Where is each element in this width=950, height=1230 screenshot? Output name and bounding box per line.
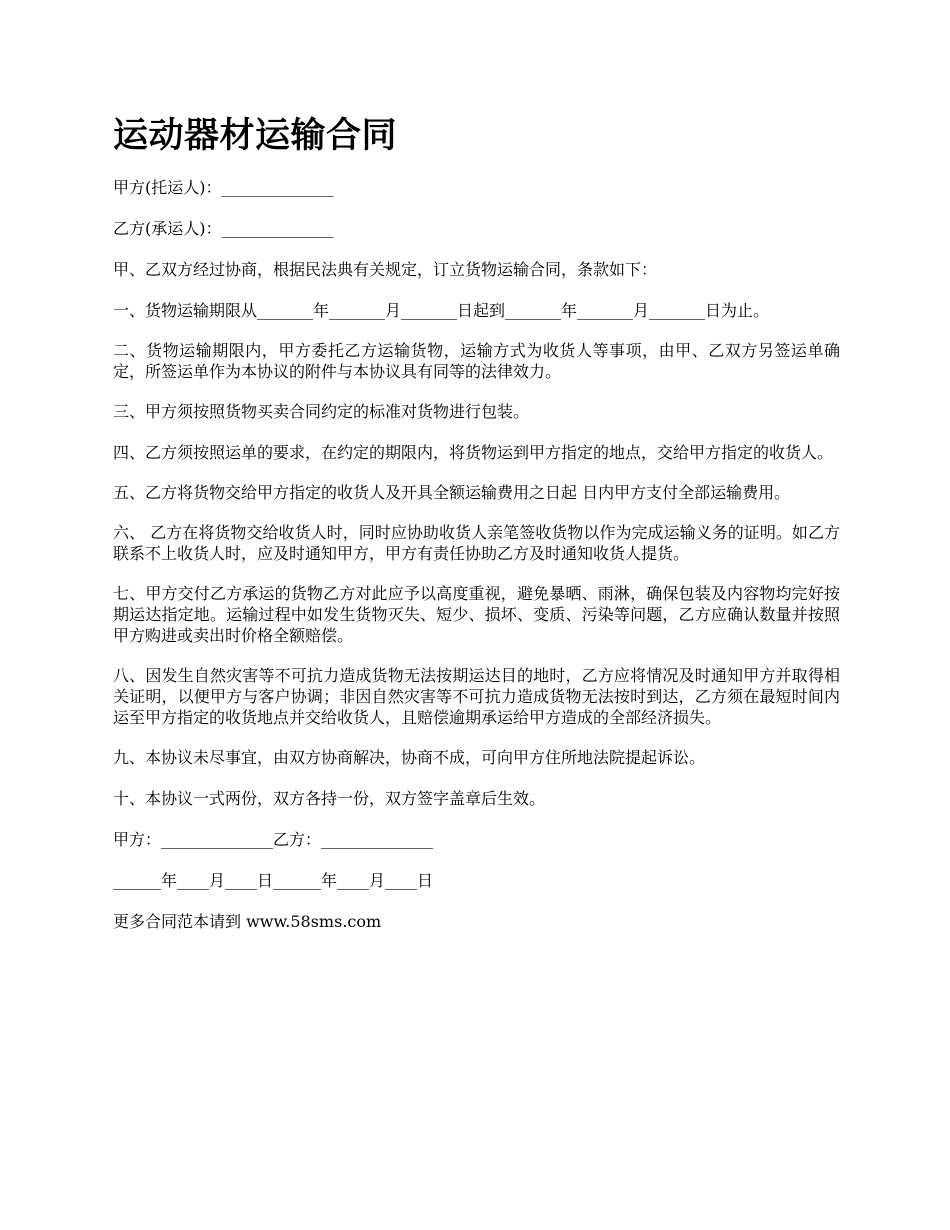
date-line: ______年____月____日______年____月____日 (113, 871, 434, 890)
party-a-line: 甲方(托运人)：______________ (113, 178, 334, 197)
clause-7: 七、甲方交付乙方承运的货物乙方对此应予以高度重视，避免暴晒、雨淋，确保包装及内容物均完好按期运达指定地。运输过程中如发生货物灭失、短少、损坏、变质、污染等问题，乙方应确认数量并按照甲方购进或卖出时价格全额赔偿。 (113, 584, 840, 645)
clause-9: 九、本协议未尽事宜，由双方协商解决，协商不成，可向甲方住所地法院提起诉讼。 (113, 748, 706, 767)
signature-line: 甲方：______________乙方：______________ (113, 830, 434, 849)
party-b-line: 乙方(承运人)：______________ (113, 219, 334, 238)
clause-8: 八、因发生自然灾害等不可抗力造成货物无法按期运达目的地时，乙方应将情况及时通知甲方并取得相关证明，以便甲方与客户协调；非因自然灾害等不可抗力造成货物无法按时到达，乙方须在最短时间内运至甲方指定的收货地点并交给收货人，且赔偿逾期承运给甲方造成的全部经济损失。 (113, 666, 840, 727)
clause-1: 一、货物运输期限从_______年_______月_______日起到_______年_______月_______日为止。 (113, 301, 770, 320)
document-title: 运动器材运输合同 (113, 116, 398, 156)
clause-2: 二、货物运输期限内，甲方委托乙方运输货物，运输方式为收货人等事项，由甲、乙双方另签运单确定，所签运单作为本协议的附件与本协议具有同等的法律效力。 (113, 341, 840, 381)
clause-10: 十、本协议一式两份，双方各持一份，双方签字盖章后生效。 (113, 789, 546, 808)
clause-5: 五、乙方将货物交给甲方指定的收货人及开具全额运输费用之日起 日内甲方支付全部运输费用。 (113, 483, 791, 502)
intro-paragraph: 甲、乙双方经过协商，根据民法典有关规定，订立货物运输合同，条款如下： (113, 260, 658, 279)
clause-4: 四、乙方须按照运单的要求，在约定的期限内，将货物运到甲方指定的地点，交给甲方指定的收货人。 (113, 443, 834, 462)
footer-note: 更多合同范本请到 www.58sms.com (113, 912, 382, 931)
contract-document (113, 112, 840, 952)
clause-3: 三、甲方须按照货物买卖合同约定的标准对货物进行包装。 (113, 402, 530, 421)
clause-6: 六、 乙方在将货物交给收货人时，同时应协助收货人亲笔签收货物以作为完成运输义务的证明。如乙方联系不上收货人时，应及时通知甲方，甲方有责任协助乙方及时通知收货人提货。 (113, 523, 840, 563)
